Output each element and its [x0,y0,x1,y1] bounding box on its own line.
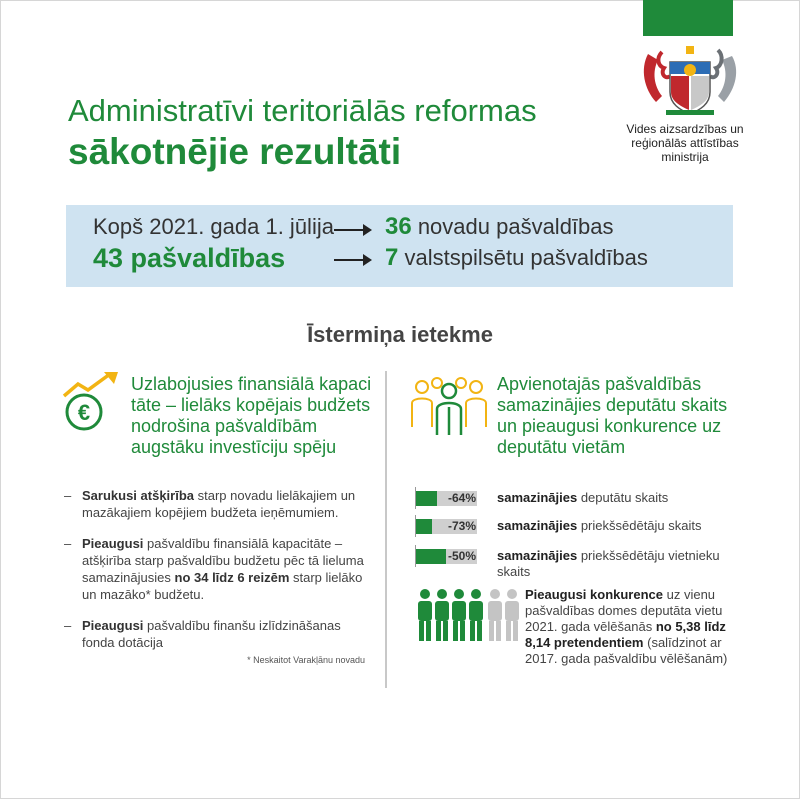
bar-label [497,548,737,580]
brand-bar [643,0,733,36]
euro-growth-icon [62,372,124,434]
bullet-text: pašvaldību finansiālā kapacitāte – atšķirība starp pašvaldību budžetu pēc tā lieluma samazinājusies [82,536,364,585]
list-item [60,535,370,603]
title-line-1: Administratīvi teritoriālās reformas [68,93,537,128]
arrow-right-icon [334,253,372,267]
left-bullets [60,487,370,665]
bullet-text: starp novadu lielākajiem un mazākajiem kopējiem budžeta ieņēmumiem. [82,488,356,520]
people-group-icon [408,377,490,437]
banner-municipalities [385,213,614,241]
right-heading: Apvienotajās pašvaldībās samazinājies deputātu skaits un pieaugusi konkurence uz deputātu vietām [497,374,728,457]
bar-track [415,519,477,534]
municipalities-label: novadu pašvaldības [411,214,614,239]
banner-since: Kopš 2021. gada 1. jūlija [93,214,334,239]
bar-label-bold: samazinājies [497,518,578,533]
column-divider [385,371,387,688]
bar-label [497,518,737,534]
bar-track [415,491,477,506]
bar-tick [415,487,416,509]
bullet-bold: no 34 līdz 6 reizēm [174,570,290,585]
bar-fill [415,549,446,564]
bar-label [497,490,737,506]
title-line-2: sākotnējie rezultāti [68,131,402,172]
coat-of-arms-icon [640,44,740,116]
section-title: Īstermiņa ietekme [307,322,493,347]
bullet-dash: – [64,536,72,551]
bar-row [415,517,795,539]
bullet-dash: – [64,618,72,633]
ministry-line-2: reģionālās attīstības [631,136,739,150]
banner-cities [385,244,648,272]
ministry-name [610,122,760,164]
banner-total: 43 pašvaldības [93,243,286,273]
municipalities-count: 36 [385,213,412,240]
arrow-right-icon [334,223,372,237]
bar-tick [415,545,416,567]
list-item [60,617,370,651]
bullet-dash: – [64,488,72,503]
bar-percent: -50% [447,549,476,563]
cities-count: 7 [385,244,399,271]
ministry-line-1: Vides aizsardzības un [626,122,744,136]
bar-row [415,547,795,579]
competition-body: uz vienu pašvaldības domes deputāta vietu 2021. gada vēlēšanās [525,587,723,634]
bar-label-text: priekšsēdētāju skaits [577,518,702,533]
bullet-bold: Pieaugusi [82,618,144,633]
bar-label-text: priekšsēdētāju vietnieku skaits [497,548,720,579]
left-heading: Uzlabojusies finansiālā kapaci tāte – lielāks kopējais budžets nodrošina pašvaldībām augstāku investīciju spēju [131,374,372,457]
competition-bold: Pieaugusi konkurence [525,587,663,602]
competition-body: (salīdzinot ar 2017. gada pašvaldību vēlēšanām) [525,635,728,666]
svg-text:€: € [77,400,91,425]
bullet-bold: Sarukusi atšķirība [82,488,194,503]
competition-bold: no 5,38 līdz 8,14 pretendentiem [525,619,726,650]
bar-tick [415,515,416,537]
cities-label: valstspilsētu pašvaldības [398,245,648,270]
bullet-bold: Pieaugusi [82,536,144,551]
bar-fill [415,519,432,534]
bar-label-text: deputātu skaits [577,490,669,505]
bar-percent: -64% [447,491,476,505]
competition-text [525,587,745,667]
bullet-text: starp lielāko un mazāko* budžetu. [82,570,363,602]
bar-row [415,489,795,511]
bar-fill [415,491,437,506]
bar-track [415,549,477,564]
crowd-icon [415,588,521,642]
bar-label-bold: samazinājies [497,490,578,505]
list-item [60,487,370,521]
ministry-line-3: ministrija [661,150,709,164]
bar-label-bold: samazinājies [497,548,578,563]
bar-percent: -73% [447,519,476,533]
footnote: * Neskaitot Varakļānu novadu [247,655,365,665]
bullet-text: pašvaldību finanšu izlīdzināšanas fonda dotācija [82,618,341,650]
